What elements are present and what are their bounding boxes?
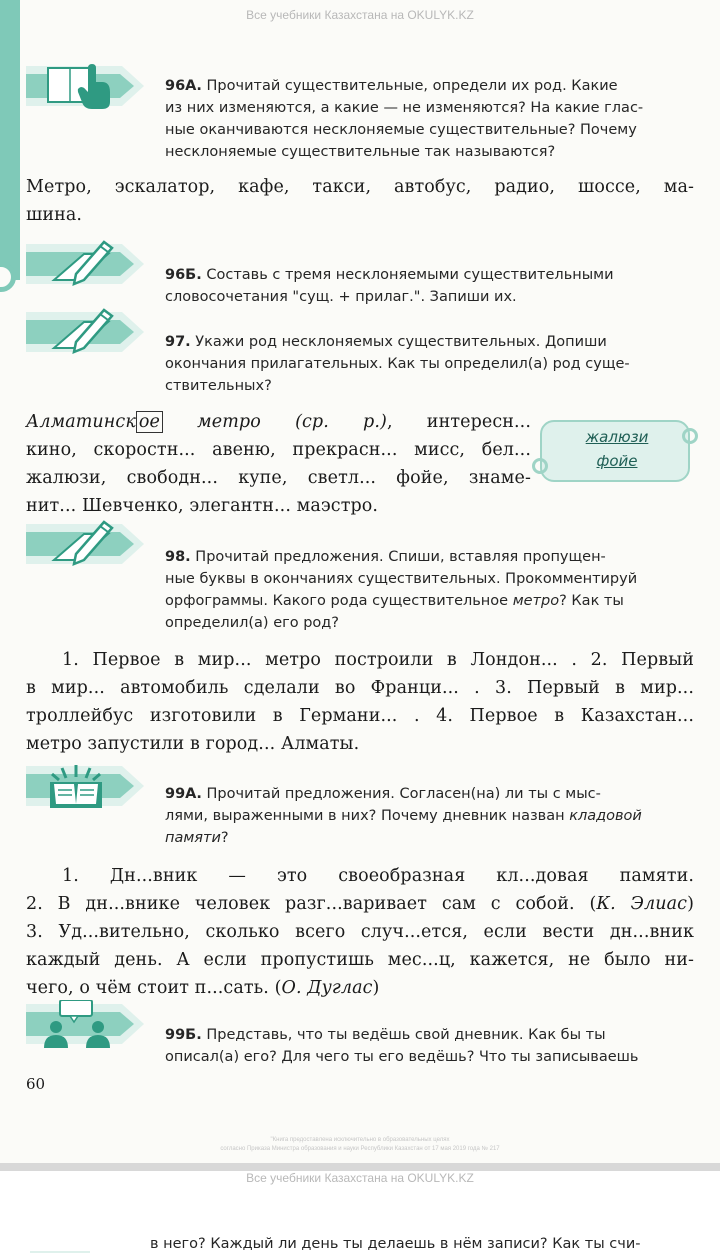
task-97-badge bbox=[26, 308, 146, 356]
hint-word: жалюзи bbox=[585, 428, 649, 446]
task-99b-badge bbox=[26, 1000, 146, 1048]
pencil-icon bbox=[26, 240, 146, 288]
footnote-line: "Книга предоставлена исключительно в образовательных целях bbox=[270, 1137, 450, 1143]
task-96b-instruction: 96Б. Составь с тремя несклоняемыми существительными словосочетания "сущ. + прилаг.". Запиши их. bbox=[165, 267, 614, 305]
task-96b-badge bbox=[26, 240, 146, 288]
task-97-instruction: 97. Укажи род несклоняемых существительных. Допиши окончания прилагательных. Как ты определил(а) род суще- ствительных? bbox=[165, 334, 630, 394]
open-book-icon bbox=[26, 762, 146, 810]
task-number: 99Б. bbox=[165, 1027, 202, 1043]
task-98-instruction: 98. Прочитай предложения. Спиши, вставляя пропущен- ные буквы в окончаниях существительных. Прокомментируй орфограммы. Какого рода существительное метро? Как ты определил(а) его род? bbox=[165, 549, 638, 631]
task-99a-badge bbox=[26, 762, 146, 810]
ending-box: ое bbox=[136, 411, 163, 433]
pencil-icon bbox=[26, 308, 146, 356]
task-99b-instruction: 99Б. Представь, что ты ведёшь свой дневник. Как бы ты описал(а) его? Для чего ты его ведёшь? Что ты записываешь bbox=[165, 1027, 639, 1065]
watermark-bottom: Все учебники Казахстана на OKULYK.KZ bbox=[246, 1171, 474, 1185]
task-number: 98. bbox=[165, 549, 191, 565]
exercise-99a-text: 1. Дн...вник — это своеобразная кл...довая памяти. 2. В дн...внике человек разг...варивает сам с собой. (К. Элиас) 3. Уд...вительно, сколько всего случ...ется, если вести дн...вник каждый день. А если пропустишь мес...ц, кажется, не было ни- чего, о чём стоит п...сать. (О. Дуглас) bbox=[26, 866, 694, 998]
task-99a-instruction: 99А. Прочитай предложения. Согласен(на) ли ты с мыс- лями, выраженными в них? Почему дневник назван кладовой памяти? bbox=[165, 786, 642, 846]
task-number: 96Б. bbox=[165, 267, 202, 283]
footnote-line: согласно Приказа Министра образования и науки Республики Казахстан от 17 мая 2019 года № 217 bbox=[220, 1146, 500, 1152]
page-spine-decoration bbox=[0, 0, 20, 280]
watermark-top: Все учебники Казахстана на OKULYK.KZ bbox=[246, 8, 474, 22]
exercise-97-text: Алматинск ое метро (ср. р.), интересн... кино, скоростн... авеню, прекрасн... мисс, бел... жалюзи, свободн... купе, светл... фойе, знаме- нит... Шевченко, элегантн... маэстро. bbox=[26, 412, 531, 516]
task-96a-badge bbox=[26, 62, 146, 110]
pencil-icon bbox=[26, 520, 146, 568]
page-number: 60 bbox=[26, 1075, 46, 1093]
task-98-badge bbox=[26, 520, 146, 568]
task-number: 99А. bbox=[165, 786, 202, 802]
task-99b-continuation: в него? Каждый ли день ты делаешь в нём записи? Как ты счи- bbox=[150, 1236, 641, 1252]
task-number: 97. bbox=[165, 334, 191, 350]
vocabulary-hint-box bbox=[540, 420, 690, 482]
next-page-fragment bbox=[0, 1163, 720, 1253]
dialogue-people-icon bbox=[26, 1000, 146, 1048]
exercise-98-text: 1. Первое в мир... метро построили в Лондон... . 2. Первый в мир... автомобиль сделали во Франци... . 3. Первый в мир... троллейбус изготовили в Германи... . 4. Первое в Казахстан... метро запустили в город... Алматы. bbox=[26, 650, 694, 754]
exercise-96a-text: Метро, эскалатор, кафе, такси, автобус, радио, шоссе, ма- шина. bbox=[26, 177, 694, 225]
hint-word: фойе bbox=[596, 452, 638, 470]
task-96a-instruction: 96А. Прочитай существительные, определи их род. Какие из них изменяются, а какие — не изменяются? На какие глас- ные оканчиваются несклоняемые существительные? Почему несклоняемые существительные так называются? bbox=[165, 78, 644, 160]
hand-pointer-icon bbox=[26, 62, 146, 110]
task-number: 96А. bbox=[165, 78, 202, 94]
